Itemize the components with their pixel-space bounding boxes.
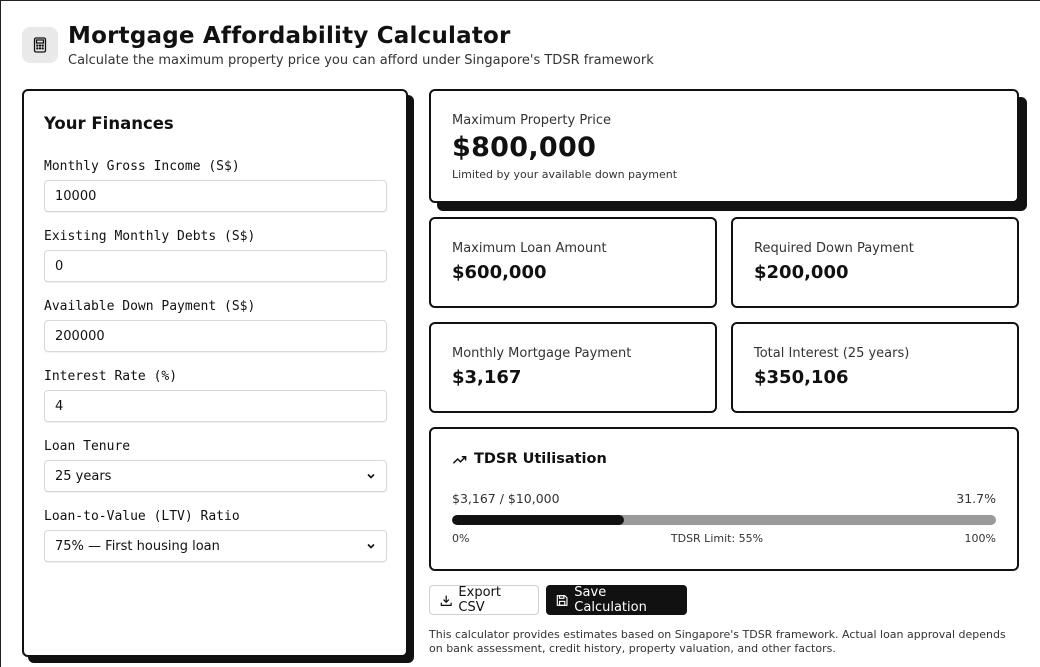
export-csv-label: Export CSV [458,585,501,615]
down-payment-label: Available Down Payment (S$) [44,299,256,314]
tdsr-max-label: 100% [964,532,996,545]
monthly-payment-value: $3,167 [452,367,522,388]
income-label: Monthly Gross Income (S$) [44,159,240,174]
ltv-label: Loan-to-Value (LTV) Ratio [44,509,240,524]
income-input[interactable]: 10000 [44,180,387,212]
page-title: Mortgage Affordability Calculator [68,23,511,49]
tdsr-percent-text: 31.7% [956,491,996,506]
interest-rate-label: Interest Rate (%) [44,369,178,384]
total-interest-card [731,322,1019,413]
income-field-group [44,159,387,212]
tdsr-ratio-text: $3,167 / $10,000 [452,491,560,506]
down-payment-card-label: Required Down Payment [754,241,914,256]
chevron-down-icon [366,471,376,481]
ltv-select[interactable]: 75% — First housing loan [44,530,387,562]
debts-input[interactable]: 0 [44,250,387,282]
tdsr-scale [452,532,996,545]
trending-up-icon [452,452,467,467]
tdsr-progress-bar [452,515,996,525]
tdsr-title: TDSR Utilisation [474,451,607,467]
down-payment-field-group [44,299,387,352]
tdsr-min-label: 0% [452,532,470,545]
debts-label: Existing Monthly Debts (S$) [44,229,256,244]
finances-title: Your Finances [44,114,174,133]
loan-tenure-select[interactable]: 25 years [44,460,387,492]
ltv-field-group [44,509,387,562]
chevron-down-icon [366,541,376,551]
tdsr-progress-fill [452,515,624,525]
interest-rate-input[interactable]: 4 [44,390,387,422]
loan-tenure-label: Loan Tenure [44,439,131,454]
loan-tenure-field-group [44,439,387,492]
down-payment-card [731,217,1019,308]
max-property-price-card [429,89,1019,203]
monthly-payment-label: Monthly Mortgage Payment [452,346,632,361]
page-header [22,22,654,68]
total-interest-value: $350,106 [754,367,849,388]
tdsr-header [452,451,996,467]
max-price-value: $800,000 [452,132,597,163]
max-price-label: Maximum Property Price [452,113,612,128]
download-icon [440,594,452,607]
save-calculation-button[interactable] [546,585,687,615]
max-loan-card [429,217,717,308]
max-loan-label: Maximum Loan Amount [452,241,607,256]
save-icon [556,594,568,607]
save-calculation-label: Save Calculation [574,585,647,615]
tdsr-limit-label: TDSR Limit: 55% [670,532,764,545]
down-payment-card-value: $200,000 [754,262,849,283]
max-loan-value: $600,000 [452,262,547,283]
export-csv-button[interactable] [429,585,539,615]
total-interest-label: Total Interest (25 years) [754,346,910,361]
debts-field-group [44,229,387,282]
interest-rate-field-group [44,369,387,422]
calculator-icon [22,27,58,63]
tdsr-summary [452,491,996,506]
page-subtitle: Calculate the maximum property price you can afford under Singapore's TDSR framework [68,53,654,68]
max-price-note: Limited by your available down payment [452,168,678,181]
down-payment-input[interactable]: 200000 [44,320,387,352]
monthly-payment-card [429,322,717,413]
tdsr-card [429,427,1019,571]
disclaimer-text: This calculator provides estimates based on Singapore's TDSR framework. Actual loan approval depends on bank assessment, credit history, property valuation, and other factors. [429,628,1006,655]
finances-panel [22,89,408,657]
